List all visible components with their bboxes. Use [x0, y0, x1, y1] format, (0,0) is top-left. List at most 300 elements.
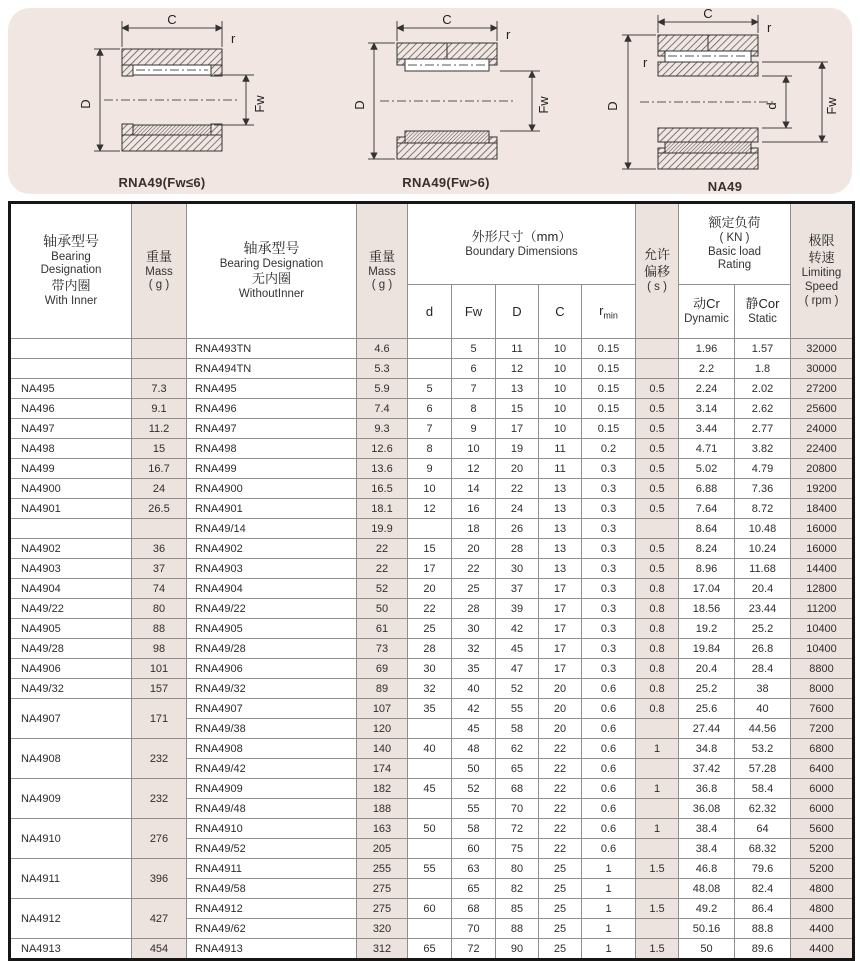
table-row — [10, 599, 854, 619]
table-row — [10, 739, 854, 759]
cell-rpm: 10400 — [791, 619, 854, 639]
diagram-caption: RNA49(Fw>6) — [402, 174, 490, 190]
col-header-mass-with-inner — [132, 203, 187, 339]
cell-fw: 14 — [452, 479, 496, 499]
cell-D: 15 — [496, 399, 539, 419]
cell-s: 0.5 — [636, 479, 679, 499]
cell-D: 28 — [496, 539, 539, 559]
cell-rpm: 4800 — [791, 899, 854, 919]
cell-fw: 7 — [452, 379, 496, 399]
cell-rpm: 5600 — [791, 819, 854, 839]
cell-cr: 27.44 — [679, 719, 735, 739]
cell-fw: 68 — [452, 899, 496, 919]
dim-label-r-inner: r — [643, 54, 648, 70]
cell-na_mass: 98 — [132, 639, 187, 659]
cell-fw: 22 — [452, 559, 496, 579]
cell-C: 17 — [539, 659, 582, 679]
header-line: 静Cor — [745, 296, 780, 312]
cell-rna_mass: 69 — [357, 659, 408, 679]
cell-cr: 36.8 — [679, 779, 735, 799]
cell-rna: RNA498 — [187, 439, 357, 459]
table-row — [10, 339, 854, 359]
cell-cr: 2.2 — [679, 359, 735, 379]
cell-C: 13 — [539, 499, 582, 519]
cell-s — [636, 359, 679, 379]
cell-fw: 58 — [452, 819, 496, 839]
bearing-cross-section-drawing — [312, 13, 580, 181]
cell-na_mass: 36 — [132, 539, 187, 559]
cell-na: NA4902 — [10, 539, 132, 559]
table-row — [10, 519, 854, 539]
cell-na_mass: 157 — [132, 679, 187, 699]
cell-rmin: 0.3 — [582, 519, 636, 539]
cell-rna: RNA495 — [187, 379, 357, 399]
cell-na: NA4904 — [10, 579, 132, 599]
col-header-with-inner — [10, 203, 132, 339]
cell-cr: 36.08 — [679, 799, 735, 819]
cell-D: 75 — [496, 839, 539, 859]
cell-C: 22 — [539, 839, 582, 859]
cell-cor: 89.6 — [735, 939, 791, 960]
cell-rpm: 8800 — [791, 659, 854, 679]
cell-cor: 79.6 — [735, 859, 791, 879]
table-row — [10, 419, 854, 439]
cell-cor: 8.72 — [735, 499, 791, 519]
cell-cor: 53.2 — [735, 739, 791, 759]
table-row — [10, 659, 854, 679]
cell-D: 58 — [496, 719, 539, 739]
cell-s: 0.5 — [636, 539, 679, 559]
cell-s: 0.5 — [636, 419, 679, 439]
cell-rmin: 0.6 — [582, 679, 636, 699]
cell-cr: 8.24 — [679, 539, 735, 559]
cell-na_mass: 88 — [132, 619, 187, 639]
table-row — [10, 619, 854, 639]
cell-rpm: 6000 — [791, 799, 854, 819]
cell-s: 0.8 — [636, 699, 679, 719]
cell-fw: 48 — [452, 739, 496, 759]
table-row — [10, 499, 854, 519]
cell-cr: 6.88 — [679, 479, 735, 499]
cell-D: 88 — [496, 919, 539, 939]
cell-rpm: 32000 — [791, 339, 854, 359]
cell-rna_mass: 9.3 — [357, 419, 408, 439]
cell-na — [10, 519, 132, 539]
cell-s: 0.8 — [636, 579, 679, 599]
cell-fw: 18 — [452, 519, 496, 539]
cell-rna_mass: 4.6 — [357, 339, 408, 359]
cell-fw: 30 — [452, 619, 496, 639]
cell-d — [408, 839, 452, 859]
cell-cor: 23.44 — [735, 599, 791, 619]
cell-rna_mass: 182 — [357, 779, 408, 799]
dim-label-c: C — [167, 12, 177, 27]
cell-s: 1.5 — [636, 859, 679, 879]
cell-rna: RNA4907 — [187, 699, 357, 719]
cell-rpm: 25600 — [791, 399, 854, 419]
header-line: Dynamic — [684, 313, 729, 326]
cell-na_mass: 454 — [132, 939, 187, 960]
cell-rmin: 0.3 — [582, 579, 636, 599]
cell-rna_mass: 22 — [357, 539, 408, 559]
table-row — [10, 679, 854, 699]
header-line: Designation — [40, 264, 102, 277]
cell-D: 24 — [496, 499, 539, 519]
header-line: Static — [748, 313, 777, 326]
cell-cor: 2.62 — [735, 399, 791, 419]
cell-s: 0.8 — [636, 679, 679, 699]
col-header-basic-load-rating — [679, 203, 791, 285]
cell-rna_mass: 205 — [357, 839, 408, 859]
table-row — [10, 939, 854, 960]
cell-na: NA4906 — [10, 659, 132, 679]
cell-na: NA49/28 — [10, 639, 132, 659]
cell-D: 37 — [496, 579, 539, 599]
cell-cr: 8.96 — [679, 559, 735, 579]
cell-D: 47 — [496, 659, 539, 679]
cell-rmin: 0.3 — [582, 619, 636, 639]
table-row — [10, 579, 854, 599]
cell-s: 0.8 — [636, 599, 679, 619]
cell-cor: 38 — [735, 679, 791, 699]
cell-D: 11 — [496, 339, 539, 359]
cell-s: 0.5 — [636, 439, 679, 459]
cell-d — [408, 519, 452, 539]
header-line: Mass — [145, 265, 173, 278]
header-line: 轴承型号 — [243, 240, 300, 256]
cell-C: 13 — [539, 539, 582, 559]
cell-cor: 44.56 — [735, 719, 791, 739]
header-line: 外形尺寸（mm） — [471, 228, 572, 244]
cell-na — [10, 339, 132, 359]
cell-d: 20 — [408, 579, 452, 599]
cell-rna_mass: 320 — [357, 919, 408, 939]
cell-s — [636, 339, 679, 359]
cell-fw: 72 — [452, 939, 496, 960]
dim-label-c: C — [703, 8, 713, 21]
cell-C: 22 — [539, 759, 582, 779]
cell-rna: RNA497 — [187, 419, 357, 439]
cell-rmin: 0.6 — [582, 739, 636, 759]
header-line: 轴承型号 — [43, 233, 99, 250]
cell-D: 22 — [496, 479, 539, 499]
table-row — [10, 699, 854, 719]
cell-D: 85 — [496, 899, 539, 919]
cell-fw: 8 — [452, 399, 496, 419]
cell-C: 25 — [539, 939, 582, 960]
cell-D: 19 — [496, 439, 539, 459]
cell-d — [408, 359, 452, 379]
cell-cor: 4.79 — [735, 459, 791, 479]
cell-C: 20 — [539, 699, 582, 719]
cell-D: 30 — [496, 559, 539, 579]
cell-D: 12 — [496, 359, 539, 379]
table-row — [10, 359, 854, 379]
table-row — [10, 899, 854, 919]
cell-d: 35 — [408, 699, 452, 719]
cell-cr: 46.8 — [679, 859, 735, 879]
cell-C: 10 — [539, 359, 582, 379]
cell-s — [636, 719, 679, 739]
cell-rmin: 0.3 — [582, 499, 636, 519]
header-line: 动Cr — [693, 296, 720, 312]
cell-cor: 7.36 — [735, 479, 791, 499]
cell-na_mass: 276 — [132, 819, 187, 859]
header-line: Bearing — [51, 250, 91, 263]
col-header-D: D — [496, 285, 539, 339]
cell-na: NA4901 — [10, 499, 132, 519]
cell-rna: RNA49/52 — [187, 839, 357, 859]
cell-d: 17 — [408, 559, 452, 579]
cell-rpm: 4800 — [791, 879, 854, 899]
cell-rmin: 0.6 — [582, 819, 636, 839]
cell-fw: 35 — [452, 659, 496, 679]
cell-d: 10 — [408, 479, 452, 499]
cell-na: NA4905 — [10, 619, 132, 639]
header-line: Basic load — [707, 245, 762, 258]
cell-cr: 38.4 — [679, 839, 735, 859]
header-line: ( s ) — [647, 280, 667, 293]
header-line: Rating — [717, 259, 752, 272]
cell-cor: 11.68 — [735, 559, 791, 579]
cell-rmin: 0.6 — [582, 719, 636, 739]
bearing-table — [8, 201, 855, 961]
cell-rpm: 27200 — [791, 379, 854, 399]
cell-rpm: 30000 — [791, 359, 854, 379]
cell-d: 40 — [408, 739, 452, 759]
cell-rna_mass: 174 — [357, 759, 408, 779]
cell-C: 11 — [539, 439, 582, 459]
header-line: Limiting — [801, 267, 842, 280]
cell-na_mass — [132, 339, 187, 359]
cell-d: 5 — [408, 379, 452, 399]
cell-na_mass: 232 — [132, 779, 187, 819]
diagram-caption: RNA49(Fw≤6) — [118, 174, 206, 190]
cell-C: 25 — [539, 859, 582, 879]
cell-rpm: 18400 — [791, 499, 854, 519]
cell-na_mass: 16.7 — [132, 459, 187, 479]
cell-C: 25 — [539, 899, 582, 919]
cell-rna_mass: 13.6 — [357, 459, 408, 479]
cell-cr: 50.16 — [679, 919, 735, 939]
cell-rna_mass: 312 — [357, 939, 408, 960]
diagram-rna49-fw-gt-6 — [312, 13, 580, 190]
dim-label-r: r — [767, 19, 772, 35]
cell-rna_mass: 52 — [357, 579, 408, 599]
cell-na: NA498 — [10, 439, 132, 459]
diagram-rna49-fw-le-6 — [12, 13, 312, 190]
col-header-dynamic-cr — [679, 285, 735, 339]
cell-rna_mass: 61 — [357, 619, 408, 639]
col-header-d: d — [408, 285, 452, 339]
cell-na_mass: 427 — [132, 899, 187, 939]
cell-rna: RNA49/48 — [187, 799, 357, 819]
dim-label-r: r — [231, 30, 236, 46]
cell-rna: RNA49/62 — [187, 919, 357, 939]
cell-rna_mass: 275 — [357, 879, 408, 899]
cell-D: 55 — [496, 699, 539, 719]
cell-na_mass — [132, 359, 187, 379]
cell-rmin: 0.6 — [582, 779, 636, 799]
cell-cr: 3.44 — [679, 419, 735, 439]
cell-d: 55 — [408, 859, 452, 879]
cell-d: 6 — [408, 399, 452, 419]
cell-rmin: 1 — [582, 899, 636, 919]
cell-D: 20 — [496, 459, 539, 479]
cell-rpm: 20800 — [791, 459, 854, 479]
cell-C: 22 — [539, 799, 582, 819]
cell-rna: RNA4906 — [187, 659, 357, 679]
cell-d: 12 — [408, 499, 452, 519]
col-header-rmin: $r_{min}$ — [582, 285, 636, 339]
cell-cr: 4.71 — [679, 439, 735, 459]
cell-rna_mass: 163 — [357, 819, 408, 839]
diagram-caption: NA49 — [707, 178, 743, 194]
header-line: 带内圈 — [51, 278, 91, 294]
cell-cor: 25.2 — [735, 619, 791, 639]
cell-rpm: 6800 — [791, 739, 854, 759]
table-row — [10, 379, 854, 399]
cell-na_mass: 101 — [132, 659, 187, 679]
cell-fw: 40 — [452, 679, 496, 699]
cell-na: NA4903 — [10, 559, 132, 579]
cell-na: NA4908 — [10, 739, 132, 779]
cell-cor: 20.4 — [735, 579, 791, 599]
col-header-permissible-misalignment — [636, 203, 679, 339]
cell-cr: 1.96 — [679, 339, 735, 359]
cell-fw: 25 — [452, 579, 496, 599]
cell-na: NA49/32 — [10, 679, 132, 699]
cell-rpm: 5200 — [791, 859, 854, 879]
header-line: ( g ) — [371, 279, 393, 292]
cell-fw: 10 — [452, 439, 496, 459]
cell-rna_mass: 22 — [357, 559, 408, 579]
col-header-mass-without-inner — [357, 203, 408, 339]
cell-rmin: 1 — [582, 859, 636, 879]
header-line: Bearing Designation — [219, 257, 324, 270]
cell-rna_mass: 16.5 — [357, 479, 408, 499]
cell-C: 25 — [539, 879, 582, 899]
cell-s — [636, 799, 679, 819]
cell-fw: 28 — [452, 599, 496, 619]
cell-cor: 58.4 — [735, 779, 791, 799]
cell-rna: RNA4901 — [187, 499, 357, 519]
cell-rna_mass: 12.6 — [357, 439, 408, 459]
cell-s: 1 — [636, 779, 679, 799]
col-header-fw: Fw — [452, 285, 496, 339]
table-row — [10, 459, 854, 479]
cell-d — [408, 339, 452, 359]
cell-rmin: 0.3 — [582, 479, 636, 499]
header-line: Boundary Dimensions — [465, 245, 578, 258]
cell-D: 17 — [496, 419, 539, 439]
cell-rmin: 1 — [582, 879, 636, 899]
cell-C: 13 — [539, 559, 582, 579]
cell-d: 45 — [408, 779, 452, 799]
cell-cr: 37.42 — [679, 759, 735, 779]
cell-rna_mass: 107 — [357, 699, 408, 719]
cell-C: 10 — [539, 339, 582, 359]
cell-cor: 1.57 — [735, 339, 791, 359]
table-row — [10, 539, 854, 559]
cell-na_mass: 396 — [132, 859, 187, 899]
cell-d: 15 — [408, 539, 452, 559]
cell-rna: RNA49/42 — [187, 759, 357, 779]
cell-d — [408, 799, 452, 819]
cell-na_mass: 24 — [132, 479, 187, 499]
table-header — [10, 203, 854, 339]
cell-cor: 2.02 — [735, 379, 791, 399]
table-row — [10, 639, 854, 659]
cell-rpm: 5200 — [791, 839, 854, 859]
cell-cor: 82.4 — [735, 879, 791, 899]
cell-d — [408, 879, 452, 899]
cell-d — [408, 759, 452, 779]
cell-rna: RNA4900 — [187, 479, 357, 499]
cell-rna: RNA49/22 — [187, 599, 357, 619]
cell-d: 9 — [408, 459, 452, 479]
col-header-boundary-dimensions — [408, 203, 636, 285]
cell-cor: 40 — [735, 699, 791, 719]
cell-rmin: 0.6 — [582, 839, 636, 859]
cell-D: 13 — [496, 379, 539, 399]
cell-C: 20 — [539, 719, 582, 739]
cell-s: 0.8 — [636, 659, 679, 679]
cell-s: 1 — [636, 739, 679, 759]
cell-rna: RNA494TN — [187, 359, 357, 379]
header-line: Mass — [368, 265, 396, 278]
cell-s — [636, 919, 679, 939]
cell-rna: RNA4904 — [187, 579, 357, 599]
cell-cr: 19.2 — [679, 619, 735, 639]
cell-na: NA4913 — [10, 939, 132, 960]
bearing-cross-section-drawing — [580, 9, 860, 185]
cell-rna_mass: 5.9 — [357, 379, 408, 399]
cell-fw: 5 — [452, 339, 496, 359]
cell-C: 17 — [539, 639, 582, 659]
cell-na: NA4912 — [10, 899, 132, 939]
cell-s — [636, 759, 679, 779]
cell-C: 17 — [539, 579, 582, 599]
cell-cr: 25.2 — [679, 679, 735, 699]
cell-rpm: 16000 — [791, 539, 854, 559]
cell-fw: 63 — [452, 859, 496, 879]
cell-rmin: 0.6 — [582, 699, 636, 719]
cell-na_mass: 26.5 — [132, 499, 187, 519]
cell-s: 0.5 — [636, 559, 679, 579]
cell-C: 22 — [539, 779, 582, 799]
header-line: ( KN ) — [719, 231, 750, 244]
cell-s — [636, 879, 679, 899]
cell-C: 10 — [539, 399, 582, 419]
cell-s: 0.5 — [636, 499, 679, 519]
cell-d: 30 — [408, 659, 452, 679]
cell-na: NA496 — [10, 399, 132, 419]
cell-na — [10, 359, 132, 379]
cell-C: 17 — [539, 599, 582, 619]
cell-na_mass: 37 — [132, 559, 187, 579]
cell-fw: 45 — [452, 719, 496, 739]
table-body — [10, 339, 854, 960]
cell-na_mass: 11.2 — [132, 419, 187, 439]
header-line: WithoutInner — [238, 288, 305, 301]
cell-fw: 16 — [452, 499, 496, 519]
dim-label-c: C — [442, 12, 452, 27]
cell-cor: 64 — [735, 819, 791, 839]
cell-na_mass: 74 — [132, 579, 187, 599]
cell-na: NA4900 — [10, 479, 132, 499]
cell-cor: 57.28 — [735, 759, 791, 779]
